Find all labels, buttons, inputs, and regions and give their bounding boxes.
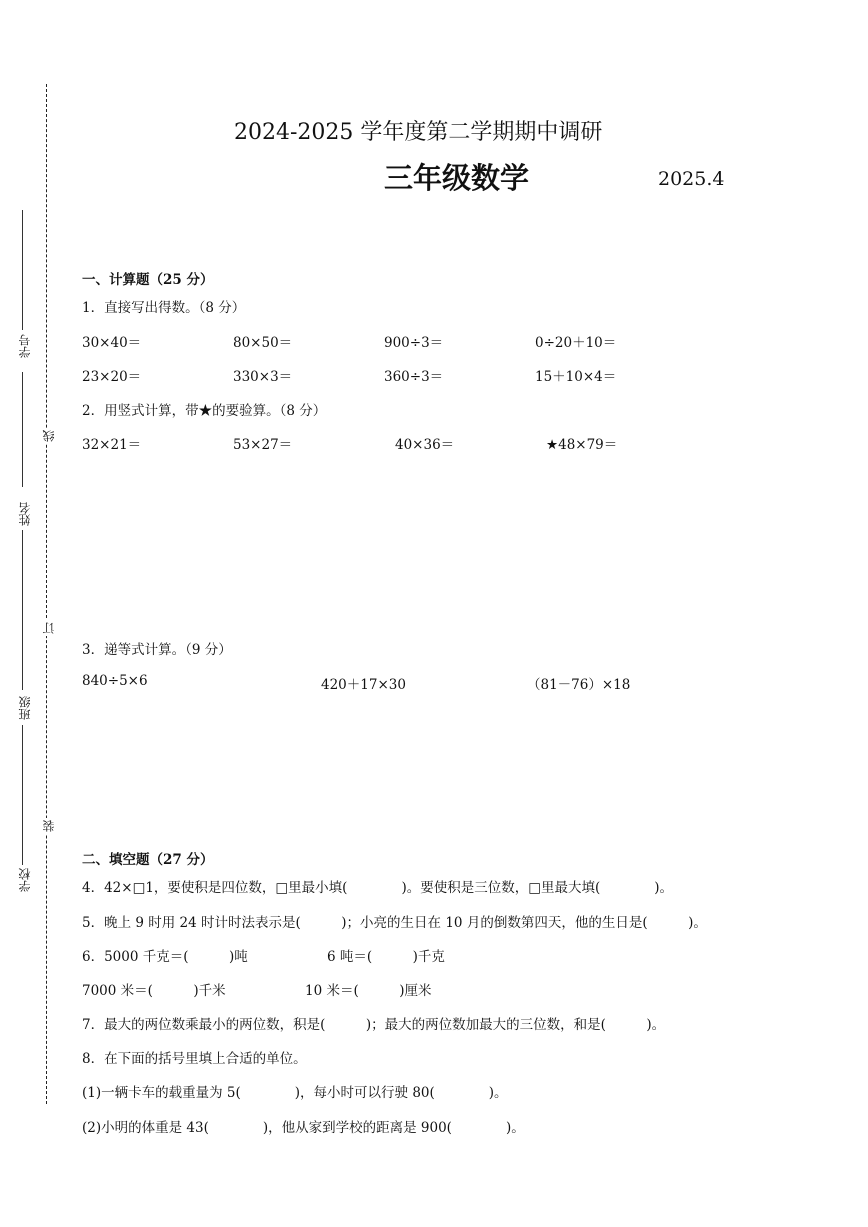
q1-item: 23×20＝ <box>82 369 142 385</box>
binding-mark-xian: 线 <box>42 430 56 442</box>
name-label: 姓名 <box>18 502 32 526</box>
q5-text: 5．晚上 9 时用 24 时计时法表示是( )；小亮的生日在 10 月的倒数第四天，他的生日是( )。 <box>82 915 707 931</box>
q3-item: 840÷5×6 <box>82 673 148 689</box>
q3-item: （81－76）×18 <box>527 677 631 693</box>
q3-item: 420＋17×30 <box>321 677 406 693</box>
q3-title: 3．递等式计算。（9 分） <box>82 642 232 658</box>
exam-date: 2025.4 <box>658 168 725 190</box>
binding-mark-zhuang: 装 <box>42 820 56 832</box>
class-label: 班级 <box>18 696 32 720</box>
q2-item: 32×21＝ <box>82 437 142 453</box>
exam-title: 2024-2025 学年度第二学期期中调研 <box>234 120 603 145</box>
section2-heading: 二、填空题（27 分） <box>82 852 214 868</box>
student-id-line <box>22 210 23 330</box>
q1-title: 1．直接写出得数。（8 分） <box>82 300 246 316</box>
class-line <box>22 530 23 690</box>
q1-item: 15＋10×4＝ <box>535 369 617 385</box>
q1-item: 0÷20＋10＝ <box>535 335 617 351</box>
q2-item: 53×27＝ <box>233 437 293 453</box>
section1-heading: 一、计算题（25 分） <box>82 272 214 288</box>
school-label: 学校 <box>18 868 32 892</box>
name-line <box>22 372 23 487</box>
student-id-label: 学号 <box>18 334 32 358</box>
q8-sub1: (1)一辆卡车的载重量为 5( )，每小时可以行驶 80( )。 <box>82 1085 508 1101</box>
q8-text: 8．在下面的括号里填上合适的单位。 <box>82 1051 307 1067</box>
q1-item: 900÷3＝ <box>384 335 444 351</box>
q8-sub2: (2)小明的体重是 43( )，他从家到学校的距离是 900( )。 <box>82 1120 525 1136</box>
q7-text: 7．最大的两位数乘最小的两位数，积是( )；最大的两位数加最大的三位数，和是( )。 <box>82 1017 666 1033</box>
school-line <box>22 725 23 865</box>
q1-item: 330×3＝ <box>233 369 293 385</box>
q2-title: 2．用竖式计算，带★的要验算。（8 分） <box>82 403 327 419</box>
subject-title: 三年级数学 <box>384 161 530 195</box>
q2-item-check: ★48×79＝ <box>546 437 618 453</box>
q6-part: 6 吨＝( )千克 <box>327 949 445 965</box>
q6-part: 6．5000 千克＝( )吨 <box>82 949 248 965</box>
q1-item: 80×50＝ <box>233 335 293 351</box>
q6-part: 10 米＝( )厘米 <box>305 983 432 999</box>
q1-item: 30×40＝ <box>82 335 142 351</box>
q6-part: 7000 米＝( )千米 <box>82 983 226 999</box>
q1-item: 360÷3＝ <box>384 369 444 385</box>
binding-dashed-line <box>46 84 47 1104</box>
q4-text: 4．42×□1，要使积是四位数，□里最小填( )。要使积是三位数，□里最大填( )。 <box>82 880 673 896</box>
binding-mark-ding: 订 <box>42 622 56 634</box>
q2-item: 40×36＝ <box>395 437 455 453</box>
